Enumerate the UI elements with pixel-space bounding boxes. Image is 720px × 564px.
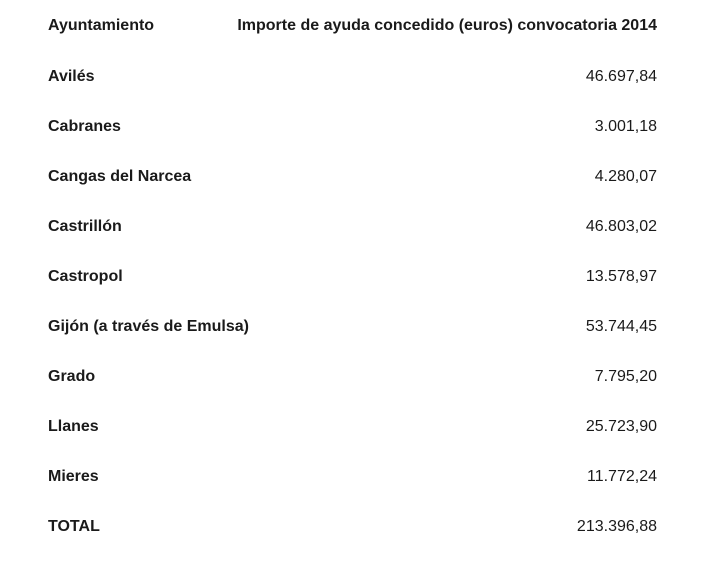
row-municipality: Cabranes bbox=[48, 118, 121, 135]
row-amount: 46.803,02 bbox=[585, 218, 657, 235]
aid-table bbox=[48, 0, 657, 552]
row-amount: 53.744,45 bbox=[585, 318, 657, 335]
row-municipality: Grado bbox=[48, 368, 96, 385]
row-municipality: Gijón (a través de Emulsa) bbox=[48, 318, 249, 335]
row-amount: 13.578,97 bbox=[585, 268, 657, 285]
row-municipality: Cangas del Narcea bbox=[48, 168, 192, 185]
table-row bbox=[48, 252, 657, 302]
header-amount: Importe de ayuda concedido (euros) convocatoria 2014 bbox=[237, 17, 657, 34]
total-row bbox=[48, 502, 657, 552]
row-amount: 3.001,18 bbox=[594, 118, 657, 135]
table-row bbox=[48, 352, 657, 402]
row-municipality: Llanes bbox=[48, 418, 99, 435]
row-municipality: Castropol bbox=[48, 268, 123, 285]
header-municipality: Ayuntamiento bbox=[48, 17, 155, 34]
row-amount: 11.772,24 bbox=[587, 468, 657, 485]
row-amount: 46.697,84 bbox=[585, 68, 657, 85]
table-row bbox=[48, 452, 657, 502]
total-label: TOTAL bbox=[48, 518, 100, 535]
table-row bbox=[48, 402, 657, 452]
row-municipality: Avilés bbox=[48, 68, 95, 85]
row-municipality: Castrillón bbox=[48, 218, 122, 235]
table-header bbox=[48, 0, 657, 52]
row-amount: 25.723,90 bbox=[585, 418, 657, 435]
table-row bbox=[48, 302, 657, 352]
table-row bbox=[48, 102, 657, 152]
row-amount: 4.280,07 bbox=[594, 168, 657, 185]
row-amount: 7.795,20 bbox=[594, 368, 657, 385]
row-municipality: Mieres bbox=[48, 468, 99, 485]
table-row bbox=[48, 52, 657, 102]
table-row bbox=[48, 202, 657, 252]
table-row bbox=[48, 152, 657, 202]
total-amount: 213.396,88 bbox=[576, 518, 657, 535]
